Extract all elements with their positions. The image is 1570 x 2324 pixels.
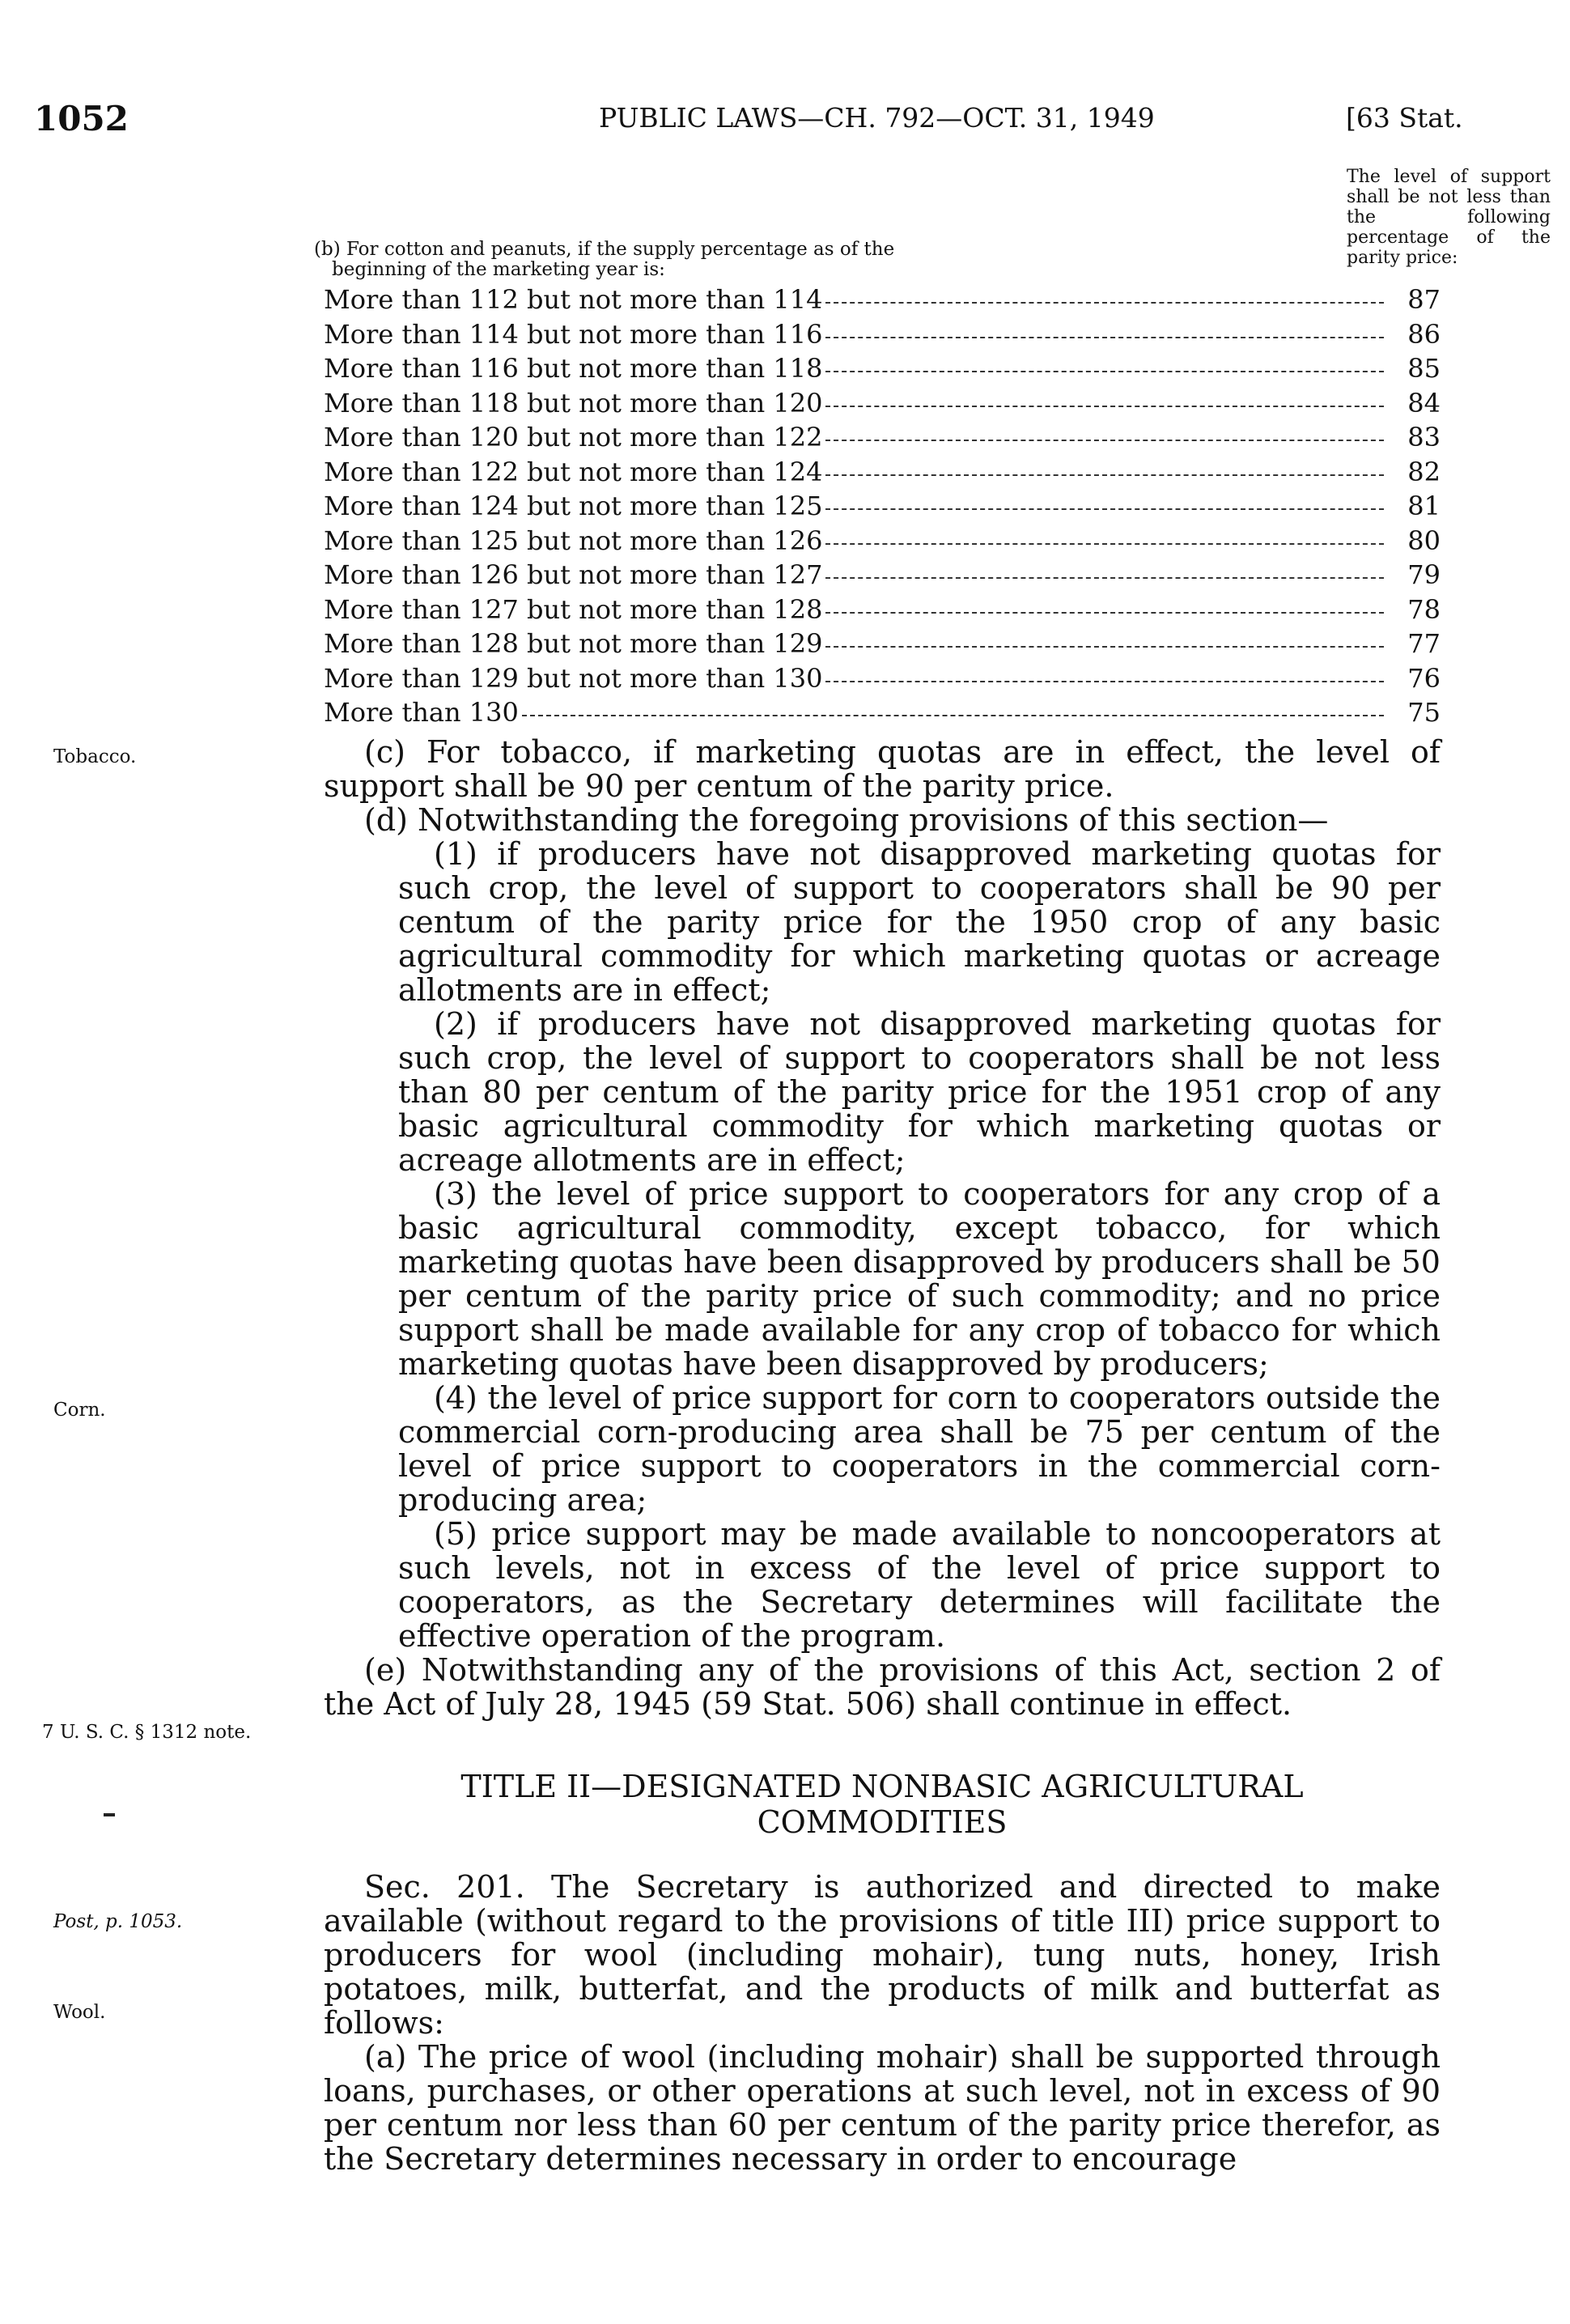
row-label: More than 125 but not more than 126 [324, 525, 823, 556]
row-value: 84 [1407, 387, 1441, 418]
margin-note-corn: Corn. [53, 1400, 106, 1421]
margin-note-wool: Wool. [53, 2002, 106, 2023]
table-row [324, 284, 1441, 319]
row-value: 81 [1407, 491, 1441, 521]
paragraph-d: (d) Notwithstanding the foregoing provisions of this section— [364, 802, 1329, 838]
row-value: 87 [1407, 284, 1441, 315]
page-number: 1052 [34, 99, 129, 138]
section-201-block [324, 1870, 1441, 2176]
table-row [324, 319, 1441, 354]
row-value: 82 [1407, 456, 1441, 487]
table-row [324, 559, 1441, 594]
table-row [324, 388, 1441, 423]
leader-dots [825, 681, 1384, 682]
row-label: More than 122 but not more than 124 [324, 456, 823, 487]
row-label: More than 128 but not more than 129 [324, 628, 823, 659]
margin-note-post: Post, p. 1053. [53, 1911, 183, 1932]
table-row [324, 422, 1441, 457]
row-value: 78 [1407, 593, 1441, 625]
title-heading [324, 1769, 1441, 1840]
row-value: 76 [1407, 662, 1441, 694]
leader-dots [825, 543, 1384, 545]
leader-dots [825, 508, 1384, 510]
table-row [324, 491, 1441, 525]
leader-dots [825, 474, 1384, 476]
table-row [324, 457, 1441, 491]
row-value: 77 [1407, 628, 1441, 659]
table-row [324, 628, 1441, 663]
statute-reference: [63 Stat. [1346, 102, 1463, 134]
row-value: 83 [1407, 422, 1441, 452]
table-column-header: The level of support shall be not less than the following percentage of the parity price: [1347, 167, 1551, 268]
margin-note-usc: 7 U. S. C. § 1312 note. [42, 1722, 252, 1743]
section-201-text: Sec. 201. The Secretary is authorized and directed to make available (without regard to the provisions of title III) price support to producers for wool (including mohair), tung nuts, honey, Irish potatoes, milk, butterfat, and the products of milk and butterfat as follows: [324, 1869, 1441, 2041]
leader-dots [825, 337, 1384, 338]
leader-dots [825, 406, 1384, 407]
leader-dots [825, 646, 1384, 648]
table-row-header-line2: beginning of the marketing year is: [332, 259, 665, 280]
section-201-a: (a) The price of wool (including mohair) shall be supported through loans, purchases, or other operations at such level, not in excess of 90 per centum nor less than 60 per centum of the parity price therefor, as the Secretary determines necessary in order to encourage [324, 2039, 1441, 2177]
leader-dots [825, 577, 1384, 579]
row-label: More than 116 but not more than 118 [324, 353, 823, 384]
leader-dots [825, 612, 1384, 614]
paragraph-d2: (2) if producers have not disapproved marketing quotas for such crop, the level of support to cooperators shall be not less than 80 per centum of the parity price for the 1951 crop of any basic agricultural commodity for which marketing quotas or acreage allotments are in effect; [398, 1006, 1441, 1178]
paragraph-d4: (4) the level of price support for corn to cooperators outside the commercial corn-producing area shall be 75 per centum of the level of price support to cooperators in the commercial corn-producing area; [398, 1380, 1441, 1518]
row-label: More than 114 but not more than 116 [324, 318, 823, 350]
row-label: More than 124 but not more than 125 [324, 491, 823, 521]
table-row [324, 697, 1441, 732]
table-row [324, 353, 1441, 388]
title-line1: TITLE II—DESIGNATED NONBASIC AGRICULTURAL [460, 1769, 1304, 1804]
leader-dots [825, 440, 1384, 441]
row-value: 80 [1407, 525, 1441, 556]
paragraph-d5: (5) price support may be made available to noncooperators at such levels, not in excess of the level of price support to cooperators, as the Secretary determines will facilitate the effective operation of the program. [398, 1516, 1441, 1654]
row-label: More than 112 but not more than 114 [324, 284, 823, 315]
row-label: More than 127 but not more than 128 [324, 593, 823, 625]
row-label: More than 120 but not more than 122 [324, 422, 823, 452]
table-row [324, 594, 1441, 629]
paragraph-d1: (1) if producers have not disapproved marketing quotas for such crop, the level of support to cooperators shall be 90 per centum of the parity price for the 1950 crop of any basic agricultural commodity for which marketing quotas or acreage allotments are in effect; [398, 836, 1441, 1008]
row-label: More than 130 [324, 697, 519, 728]
leader-dots [825, 302, 1384, 304]
title-line2: COMMODITIES [757, 1804, 1008, 1840]
row-value: 75 [1407, 697, 1441, 728]
table-row-header [314, 240, 1123, 280]
support-table [324, 284, 1441, 732]
table-row [324, 525, 1441, 560]
table-row [324, 663, 1441, 698]
table-row-header-line1: (b) For cotton and peanuts, if the supply percentage as of the [314, 239, 895, 260]
paragraph-e: (e) Notwithstanding any of the provisions of this Act, section 2 of the Act of July 28, 1945 (59 Stat. 506) shall continue in effect. [324, 1652, 1441, 1722]
row-value: 85 [1407, 353, 1441, 384]
paragraph-c: (c) For tobacco, if marketing quotas are in effect, the level of support shall be 90 per centum of the parity price. [324, 734, 1441, 804]
running-head: PUBLIC LAWS—CH. 792—OCT. 31, 1949 [599, 102, 1155, 134]
row-value: 79 [1407, 559, 1441, 590]
leader-dots [825, 371, 1384, 372]
row-label: More than 118 but not more than 120 [324, 387, 823, 418]
row-label: More than 129 but not more than 130 [324, 662, 823, 694]
margin-note-tobacco: Tobacco. [53, 746, 137, 767]
leader-dots [522, 715, 1384, 716]
row-value: 86 [1407, 318, 1441, 350]
paragraphs-block [324, 735, 1441, 1721]
margin-dash [104, 1813, 115, 1816]
paragraph-d3: (3) the level of price support to cooperators for any crop of a basic agricultural commodity, except tobacco, for which marketing quotas have been disapproved by producers shall be 50 per centum of the parity price of such commodity; and no price support shall be made available for any crop of tobacco for which marketing quotas have been disapproved by producers; [398, 1176, 1441, 1382]
row-label: More than 126 but not more than 127 [324, 559, 823, 590]
